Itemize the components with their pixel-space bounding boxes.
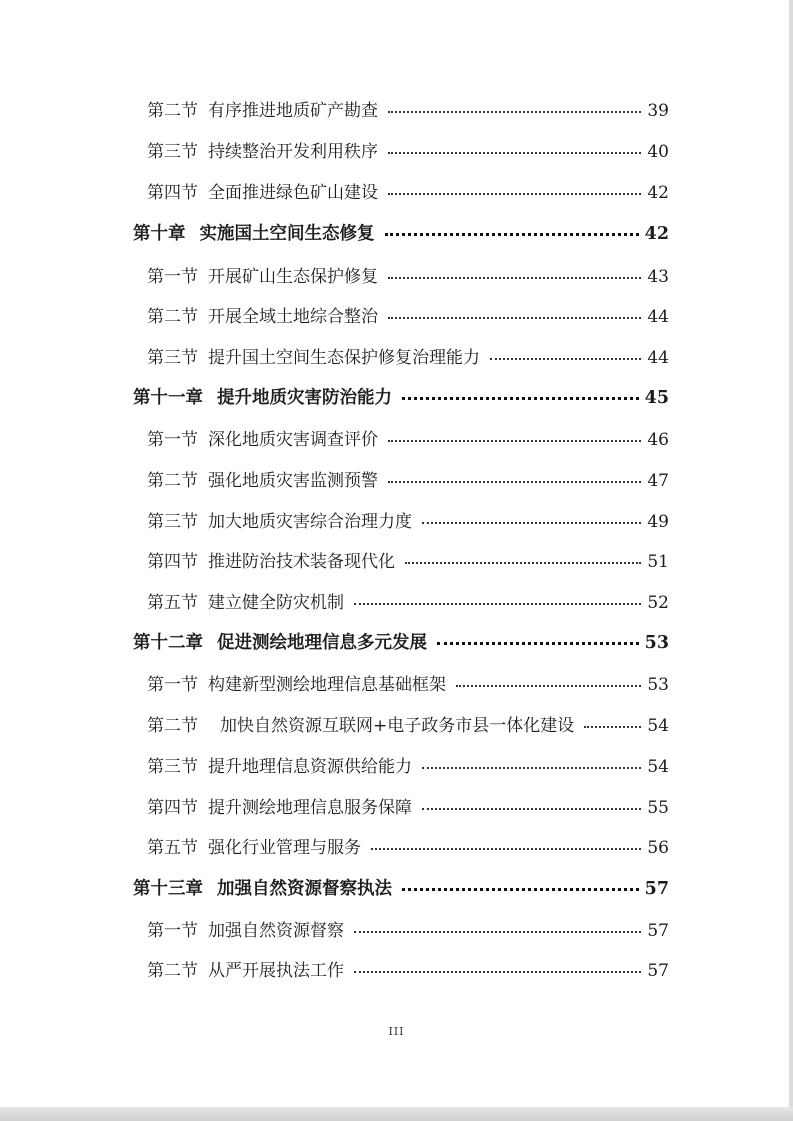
section-title: 强化地质灾害监测预警 <box>208 471 378 491</box>
section-title: 构建新型测绘地理信息基础框架 <box>208 675 446 695</box>
dot-leader <box>402 397 639 400</box>
toc-entry-chapter[interactable] <box>133 384 669 414</box>
page-number: 57 <box>647 921 669 941</box>
page-number: 44 <box>647 307 669 327</box>
section-number: 第二节 <box>147 307 198 327</box>
toc-entry-section[interactable] <box>147 752 669 782</box>
section-number: 第三节 <box>147 348 198 368</box>
toc-entry-section[interactable] <box>147 833 669 863</box>
dot-leader <box>490 358 641 360</box>
page-number: 51 <box>647 552 669 572</box>
chapter-number: 第十章 <box>133 224 186 244</box>
toc-entry-section[interactable] <box>147 466 669 496</box>
toc-entry-section[interactable] <box>147 956 669 986</box>
section-title: 加强自然资源督察 <box>208 921 344 941</box>
page-number: 57 <box>647 961 669 981</box>
section-number: 第五节 <box>147 593 198 613</box>
dot-leader <box>584 726 641 728</box>
section-title: 加快自然资源互联网+电子政务市县一体化建设 <box>220 716 575 736</box>
toc-entry-chapter[interactable] <box>133 629 669 659</box>
toc-entry-section[interactable] <box>147 96 669 126</box>
toc-entry-section[interactable] <box>147 425 669 455</box>
section-number: 第二节 <box>147 101 198 121</box>
toc-entry-section[interactable] <box>147 137 669 167</box>
dot-leader <box>437 642 639 645</box>
dot-leader <box>388 277 641 279</box>
toc-entry-section[interactable] <box>147 178 669 208</box>
page-number: 45 <box>644 388 669 408</box>
page-number: 46 <box>647 430 669 450</box>
section-number: 第三节 <box>147 757 198 777</box>
toc-entry-section[interactable] <box>147 302 669 332</box>
section-number: 第二节 <box>147 716 198 736</box>
toc-entry-chapter[interactable] <box>133 875 669 905</box>
section-title: 提升国土空间生态保护修复治理能力 <box>208 348 480 368</box>
chapter-number: 第十三章 <box>133 879 203 899</box>
section-number: 第三节 <box>147 142 198 162</box>
dot-leader <box>388 111 641 113</box>
chapter-title: 促进测绘地理信息多元发展 <box>217 633 427 653</box>
section-title: 开展全域土地综合整治 <box>208 307 378 327</box>
dot-leader <box>388 193 641 195</box>
chapter-number: 第十一章 <box>133 388 203 408</box>
toc-entry-section[interactable] <box>147 343 669 373</box>
section-number: 第一节 <box>147 921 198 941</box>
section-number: 第四节 <box>147 552 198 572</box>
section-title: 推进防治技术装备现代化 <box>208 552 395 572</box>
section-title: 加大地质灾害综合治理力度 <box>208 512 412 532</box>
section-title: 强化行业管理与服务 <box>208 838 361 858</box>
page-number: 53 <box>647 675 669 695</box>
toc-entry-section[interactable] <box>147 507 669 537</box>
dot-leader <box>422 522 641 524</box>
chapter-number: 第十二章 <box>133 633 203 653</box>
chapter-title: 加强自然资源督察执法 <box>217 879 392 899</box>
dot-leader <box>388 481 641 483</box>
dot-leader <box>422 808 641 810</box>
scan-bottom-edge <box>0 1107 793 1121</box>
toc-entry-section[interactable] <box>147 588 669 618</box>
toc-entry-section[interactable] <box>147 711 669 741</box>
chapter-title: 提升地质灾害防治能力 <box>217 388 392 408</box>
toc-entry-section[interactable] <box>147 262 669 292</box>
section-number: 第五节 <box>147 838 198 858</box>
toc-entry-section[interactable] <box>147 916 669 946</box>
section-title: 从严开展执法工作 <box>208 961 344 981</box>
page-number: 42 <box>644 224 669 244</box>
dot-leader <box>405 562 641 564</box>
page-number: 47 <box>647 471 669 491</box>
dot-leader <box>422 767 641 769</box>
page-number: 52 <box>647 593 669 613</box>
dot-leader <box>388 317 641 319</box>
page-number: 44 <box>647 348 669 368</box>
scan-edge <box>789 0 793 1121</box>
section-number: 第四节 <box>147 798 198 818</box>
page-number: 57 <box>644 879 669 899</box>
section-title: 建立健全防灾机制 <box>208 593 344 613</box>
page-number: 43 <box>647 267 669 287</box>
dot-leader <box>388 152 641 154</box>
section-title: 提升地理信息资源供给能力 <box>208 757 412 777</box>
page-number: 39 <box>647 101 669 121</box>
toc-entry-section[interactable] <box>147 793 669 823</box>
section-title: 持续整治开发利用秩序 <box>208 142 378 162</box>
page-number: 49 <box>647 512 669 532</box>
dot-leader <box>371 848 641 850</box>
dot-leader <box>354 603 641 605</box>
page-number: 56 <box>647 838 669 858</box>
page-number: 53 <box>644 633 669 653</box>
dot-leader <box>354 971 641 973</box>
dot-leader <box>385 233 639 236</box>
dot-leader <box>354 931 641 933</box>
section-number: 第一节 <box>147 675 198 695</box>
section-number: 第四节 <box>147 183 198 203</box>
toc-entry-chapter[interactable] <box>133 220 669 250</box>
section-number: 第一节 <box>147 267 198 287</box>
section-title: 有序推进地质矿产勘查 <box>208 101 378 121</box>
section-title: 提升测绘地理信息服务保障 <box>208 798 412 818</box>
page-number: 54 <box>647 716 669 736</box>
dot-leader <box>402 888 639 891</box>
dot-leader <box>456 685 641 687</box>
section-number: 第二节 <box>147 471 198 491</box>
toc-entry-section[interactable] <box>147 670 669 700</box>
page-number: 42 <box>647 183 669 203</box>
section-title: 深化地质灾害调查评价 <box>208 430 378 450</box>
toc-entry-section[interactable] <box>147 547 669 577</box>
section-number: 第一节 <box>147 430 198 450</box>
section-title: 开展矿山生态保护修复 <box>208 267 378 287</box>
page-footer-number: III <box>388 1025 405 1038</box>
section-title: 全面推进绿色矿山建设 <box>208 183 378 203</box>
page-number: 54 <box>647 757 669 777</box>
chapter-title: 实施国土空间生态修复 <box>199 224 375 244</box>
section-number: 第二节 <box>147 961 198 981</box>
section-number: 第三节 <box>147 512 198 532</box>
dot-leader <box>388 440 641 442</box>
page-number: 55 <box>647 798 669 818</box>
page-number: 40 <box>647 142 669 162</box>
